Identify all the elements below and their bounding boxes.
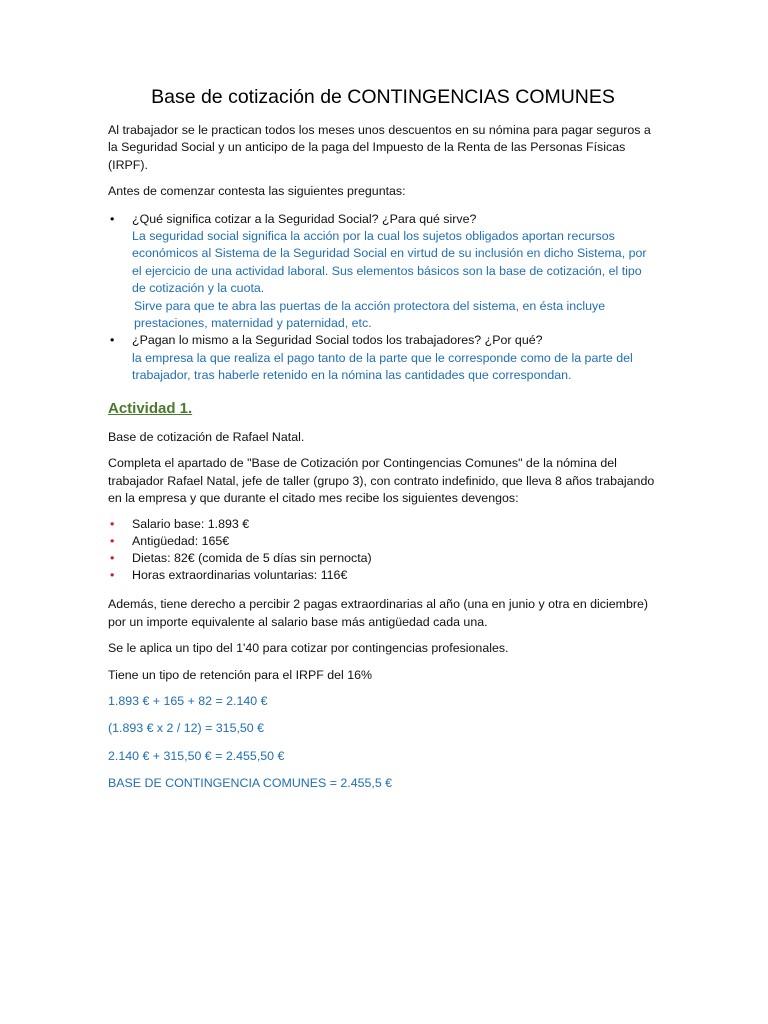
answer-text: Sirve para que te abra las puertas de la acción protectora del sistema, en ésta incluye prestaciones, maternidad y paternidad, etc. <box>134 298 606 331</box>
questions-list <box>108 211 658 385</box>
calculation-line: 1.893 € + 165 + 82 = 2.140 € <box>108 693 268 708</box>
devengo-text: Dietas: 82€ (comida de 5 días sin pernocta) <box>132 551 372 566</box>
question-item <box>108 332 658 384</box>
bullet-icon: • <box>110 333 115 348</box>
activity-heading: Actividad 1. <box>108 399 193 417</box>
devengo-item <box>108 550 658 567</box>
devengo-text: Horas extraordinarias voluntarias: 116€ <box>132 568 348 583</box>
bullet-icon: • <box>110 568 115 583</box>
activity-statement: Completa el apartado de "Base de Cotización por Contingencias Comunes" de la nómina del trabajador Rafael Natal, jefe de taller (grupo 3), con contrato indefinido, que lleva 8 años trabajando en la empresa y que durante el citado mes recibe los siguientes devengos: <box>108 456 655 505</box>
devengo-item <box>108 567 658 584</box>
bullet-icon: • <box>110 517 115 532</box>
answer-text: La seguridad social significa la acción por la cual los sujetos obligados aportan recursos económicos al Sistema de la Seguridad Social en virtud de su inclusión en dicho Sistema, por el ejercicio de una actividad laboral. Sus elementos básicos son la base de cotización, el tipo de cotización y la cuota. <box>132 229 647 296</box>
bullet-icon: • <box>110 534 115 549</box>
question-text: ¿Pagan lo mismo a la Seguridad Social todos los trabajadores? ¿Por qué? <box>132 333 543 348</box>
result-line: BASE DE CONTINGENCIA COMUNES = 2.455,5 € <box>108 776 393 791</box>
calculation-line: (1.893 € x 2 / 12) = 315,50 € <box>108 721 265 736</box>
intro-paragraph: Al trabajador se le practican todos los meses unos descuentos en su nómina para pagar seguros a la Seguridad Social y un anticipo de la paga del Impuesto de la Renta de las Personas Físicas (IRPF). <box>108 123 651 172</box>
page-title: Base de cotización de CONTINGENCIAS COMUNES <box>151 86 615 108</box>
devengo-text: Antigüedad: 165€ <box>132 534 230 549</box>
question-item <box>108 211 658 333</box>
devengos-list <box>108 516 658 584</box>
extra-pay-paragraph: Además, tiene derecho a percibir 2 pagas extraordinarias al año (una en junio y otra en diciembre) por un importe equivalente al salario base más antigüedad cada una. <box>108 597 648 629</box>
question-text: ¿Qué significa cotizar a la Seguridad Social? ¿Para qué sirve? <box>132 211 477 226</box>
bullet-icon: • <box>110 551 115 566</box>
preamble-paragraph: Antes de comenzar contesta las siguientes preguntas: <box>108 184 406 199</box>
devengo-item <box>108 533 658 550</box>
contingencies-rate-paragraph: Se le aplica un tipo del 1'40 para cotizar por contingencias profesionales. <box>108 641 509 656</box>
devengo-text: Salario base: 1.893 € <box>132 517 250 532</box>
bullet-icon: • <box>110 211 115 226</box>
irpf-rate-paragraph: Tiene un tipo de retención para el IRPF del 16% <box>108 667 373 682</box>
answer-text: la empresa la que realiza el pago tanto de la parte que le corresponde como de la parte del trabajador, tras haberle retenido en la nómina las cantidades que correspondan. <box>132 350 633 383</box>
devengo-item <box>108 516 658 533</box>
calculation-line: 2.140 € + 315,50 € = 2.455,50 € <box>108 748 285 763</box>
activity-subtitle: Base de cotización de Rafael Natal. <box>108 429 305 444</box>
document-content <box>108 84 658 803</box>
